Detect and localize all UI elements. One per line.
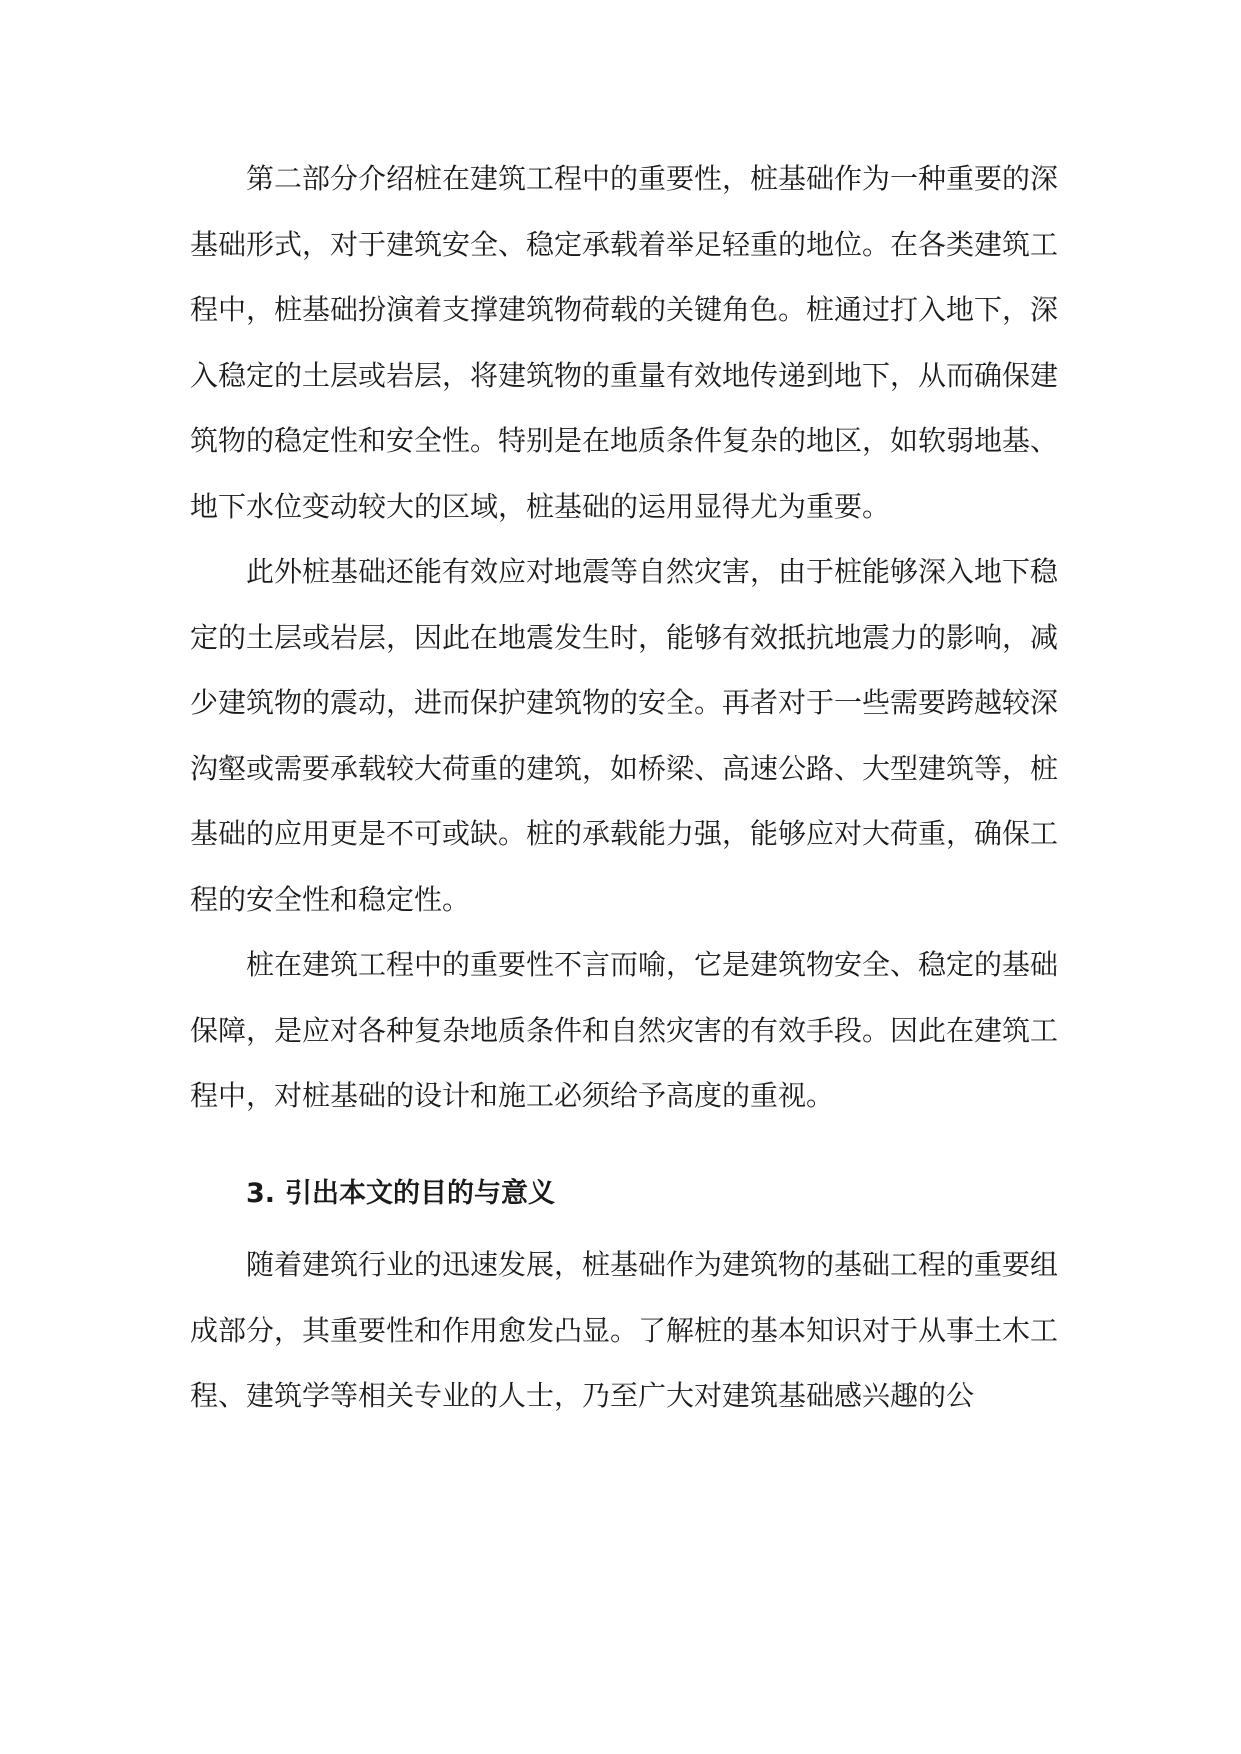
paragraph-summary: 桩在建筑工程中的重要性不言而喻，它是建筑物安全、稳定的基础保障，是应对各种复杂地质条件和自然灾害的有效手段。因此在建筑工程中，对桩基础的设计和施工必须给予高度的重视。 <box>190 948 1059 1112</box>
section-number: 3. <box>246 1177 276 1209</box>
paragraph-pile-importance: 第二部分介绍桩在建筑工程中的重要性，桩基础作为一种重要的深基础形式，对于建筑安全、稳定承载着举足轻重的地位。在各类建筑工程中，桩基础扮演着支撑建筑物荷载的关键角色。桩通过打入地下，深入稳定的土层或岩层，将建筑物的重量有效地传递到地下，从而确保建筑物的稳定性和安全性。特别是在地质条件复杂的地区，如软弱地基、地下水位变动较大的区域，桩基础的运用显得尤为重要。 <box>190 162 1059 523</box>
paragraph-purpose: 随着建筑行业的迅速发展，桩基础作为建筑物的基础工程的重要组成部分，其重要性和作用愈发凸显。了解桩的基本知识对于从事土木工程、建筑学等相关专业的人士，乃至广大对建筑基础感兴趣的公 <box>190 1248 1059 1412</box>
paragraph-earthquake-resistance: 此外桩基础还能有效应对地震等自然灾害，由于桩能够深入地下稳定的土层或岩层，因此在地震发生时，能够有效抵抗地震力的影响，减少建筑物的震动，进而保护建筑物的安全。再者对于一些需要跨越较深沟壑或需要承载较大荷重的建筑，如桥梁、高速公路、大型建筑等，桩基础的应用更是不可或缺。桩的承载能力强，能够应对大荷重，确保工程的安全性和稳定性。 <box>190 555 1059 916</box>
section-title: 引出本文的目的与意义 <box>285 1177 556 1209</box>
section-heading <box>190 1161 1058 1227</box>
document-body <box>190 146 1058 1429</box>
